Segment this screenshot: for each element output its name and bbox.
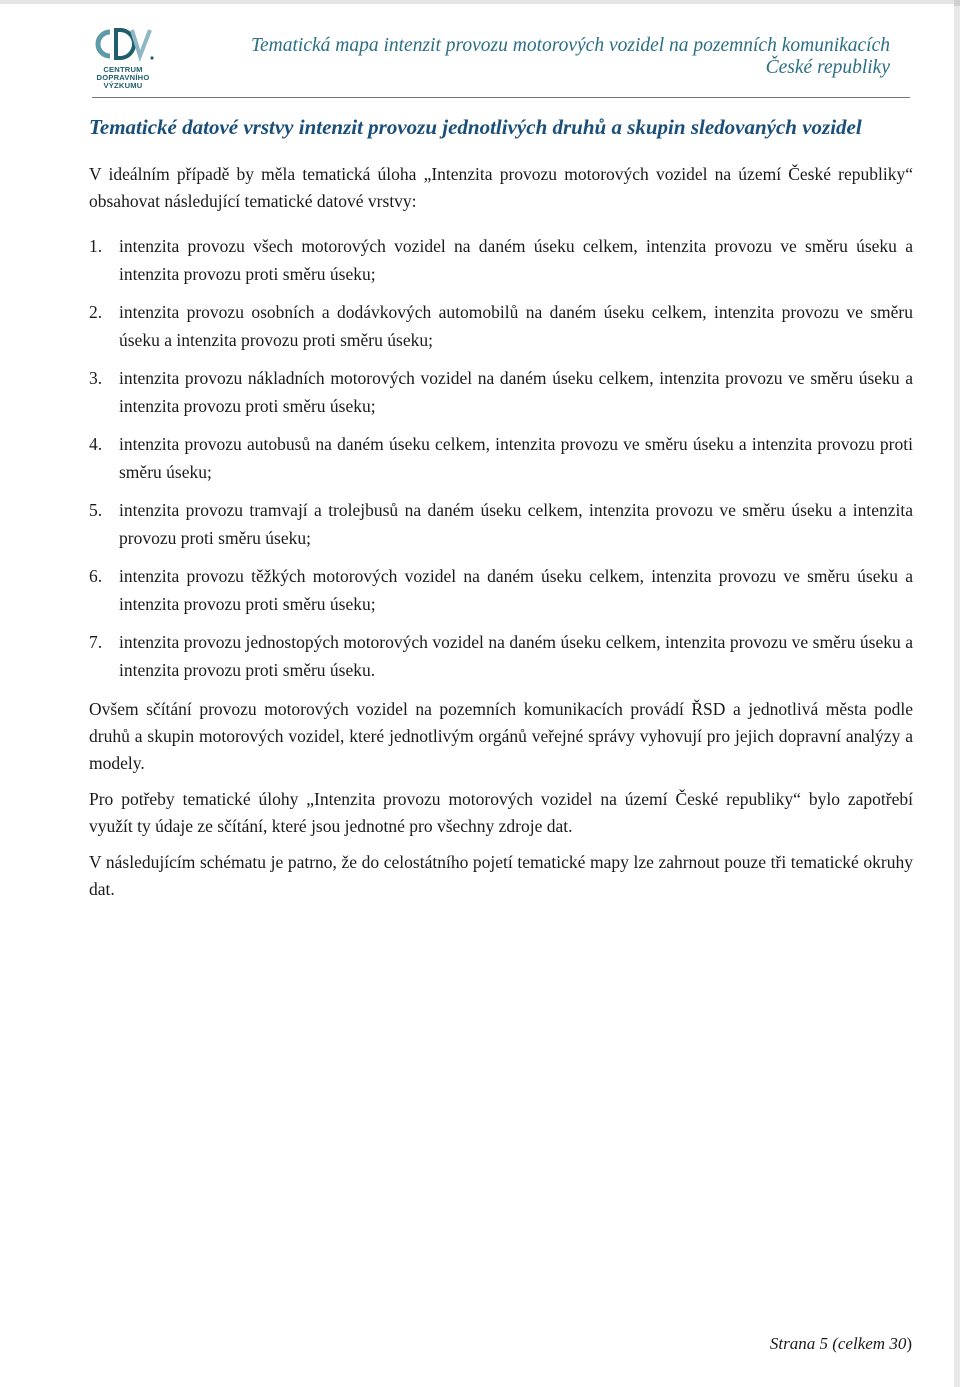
data-layer-list: [89, 232, 913, 684]
list-item-number: 6.: [89, 566, 103, 586]
list-item-number: 7.: [89, 632, 103, 652]
list-item: [89, 430, 913, 486]
list-item: [89, 496, 913, 552]
list-item-text: intenzita provozu osobních a dodávkových automobilů na daném úseku celkem, intenzita provozu ve směru úseku a intenzita provozu proti směru úseku;: [119, 302, 913, 350]
cdv-logo-icon: [88, 24, 158, 64]
list-item-number: 4.: [89, 434, 103, 454]
list-item-number: 3.: [89, 368, 103, 388]
body-paragraph: V následujícím schématu je patrno, že do celostátního pojetí tematické mapy lze zahrnout pouze tři tematické okruhy dat.: [89, 852, 913, 899]
list-item-text: intenzita provozu těžkých motorových vozidel na daném úseku celkem, intenzita provozu ve směru úseku a intenzita provozu proti směru úseku;: [119, 566, 913, 614]
list-item: [89, 364, 913, 420]
list-item-number: 5.: [89, 500, 103, 520]
list-item-number: 1.: [89, 236, 103, 256]
list-item-number: 2.: [89, 302, 103, 322]
logo-line-2: DOPRAVNÍHO: [96, 73, 150, 82]
page-right-edge: [954, 0, 960, 1387]
page-number-label: Strana 5 (celkem 30: [769, 1334, 907, 1353]
list-item-text: intenzita provozu všech motorových vozidel na daném úseku celkem, intenzita provozu ve směru úseku a intenzita provozu proti směru úseku;: [119, 236, 913, 284]
logo-initials: CDV: [88, 24, 91, 25]
intro-paragraph: V ideálním případě by měla tematická úloha „Intenzita provozu motorových vozidel na území České republiky“ obsahovat následující tematické datové vrstvy:: [89, 164, 913, 211]
list-item: [89, 232, 913, 288]
list-item: [89, 628, 913, 684]
page-header: [80, 18, 910, 100]
page-footer: [770, 1334, 912, 1354]
list-item-text: intenzita provozu tramvají a trolejbusů na daném úseku celkem, intenzita provozu ve směru úseku a intenzita provozu proti směru úseku;: [119, 500, 913, 548]
page-top-edge: [0, 0, 954, 4]
list-item: [89, 298, 913, 354]
body-paragraph: Pro potřeby tematické úlohy „Intenzita provozu motorových vozidel na území České republiky“ bylo zapotřebí využít ty údaje ze sčítání, které jsou jednotné pro všechny zdroje dat.: [89, 789, 913, 836]
header-title-line-1: Tematická mapa intenzit provozu motorových vozidel na pozemních komunikacích: [250, 35, 890, 56]
header-title: [170, 35, 890, 79]
list-item-text: intenzita provozu jednostopých motorových vozidel na daném úseku celkem, intenzita provozu ve směru úseku a intenzita provozu proti směru úseku.: [119, 632, 913, 680]
list-item-text: intenzita provozu autobusů na daném úseku celkem, intenzita provozu ve směru úseku a intenzita provozu proti směru úseku;: [119, 434, 913, 482]
section-title: Tematické datové vrstvy intenzit provozu jednotlivých druhů a skupin sledovaných vozidel: [89, 115, 862, 139]
header-title-line-2: České republiky: [765, 57, 890, 78]
cdv-logo: [88, 24, 158, 92]
page-number-close: ): [906, 1334, 912, 1353]
page-corner-mark: [954, 0, 960, 6]
list-item-text: intenzita provozu nákladních motorových vozidel na daném úseku celkem, intenzita provozu ve směru úseku a intenzita provozu proti směru úseku;: [119, 368, 913, 416]
main-content: [89, 113, 913, 912]
body-paragraph: Ovšem sčítání provozu motorových vozidel na pozemních komunikacích provádí ŘSD a jednotlivá města podle druhů a skupin motorových vozidel, které jednotlivým orgánů veřejné správy vyhovují pro jejich dopravní analýzy a modely.: [89, 699, 913, 773]
logo-line-3: VÝZKUMU: [103, 81, 143, 90]
header-divider: [92, 97, 910, 98]
list-item: [89, 562, 913, 618]
logo-line-1: CENTRUM: [103, 65, 143, 74]
